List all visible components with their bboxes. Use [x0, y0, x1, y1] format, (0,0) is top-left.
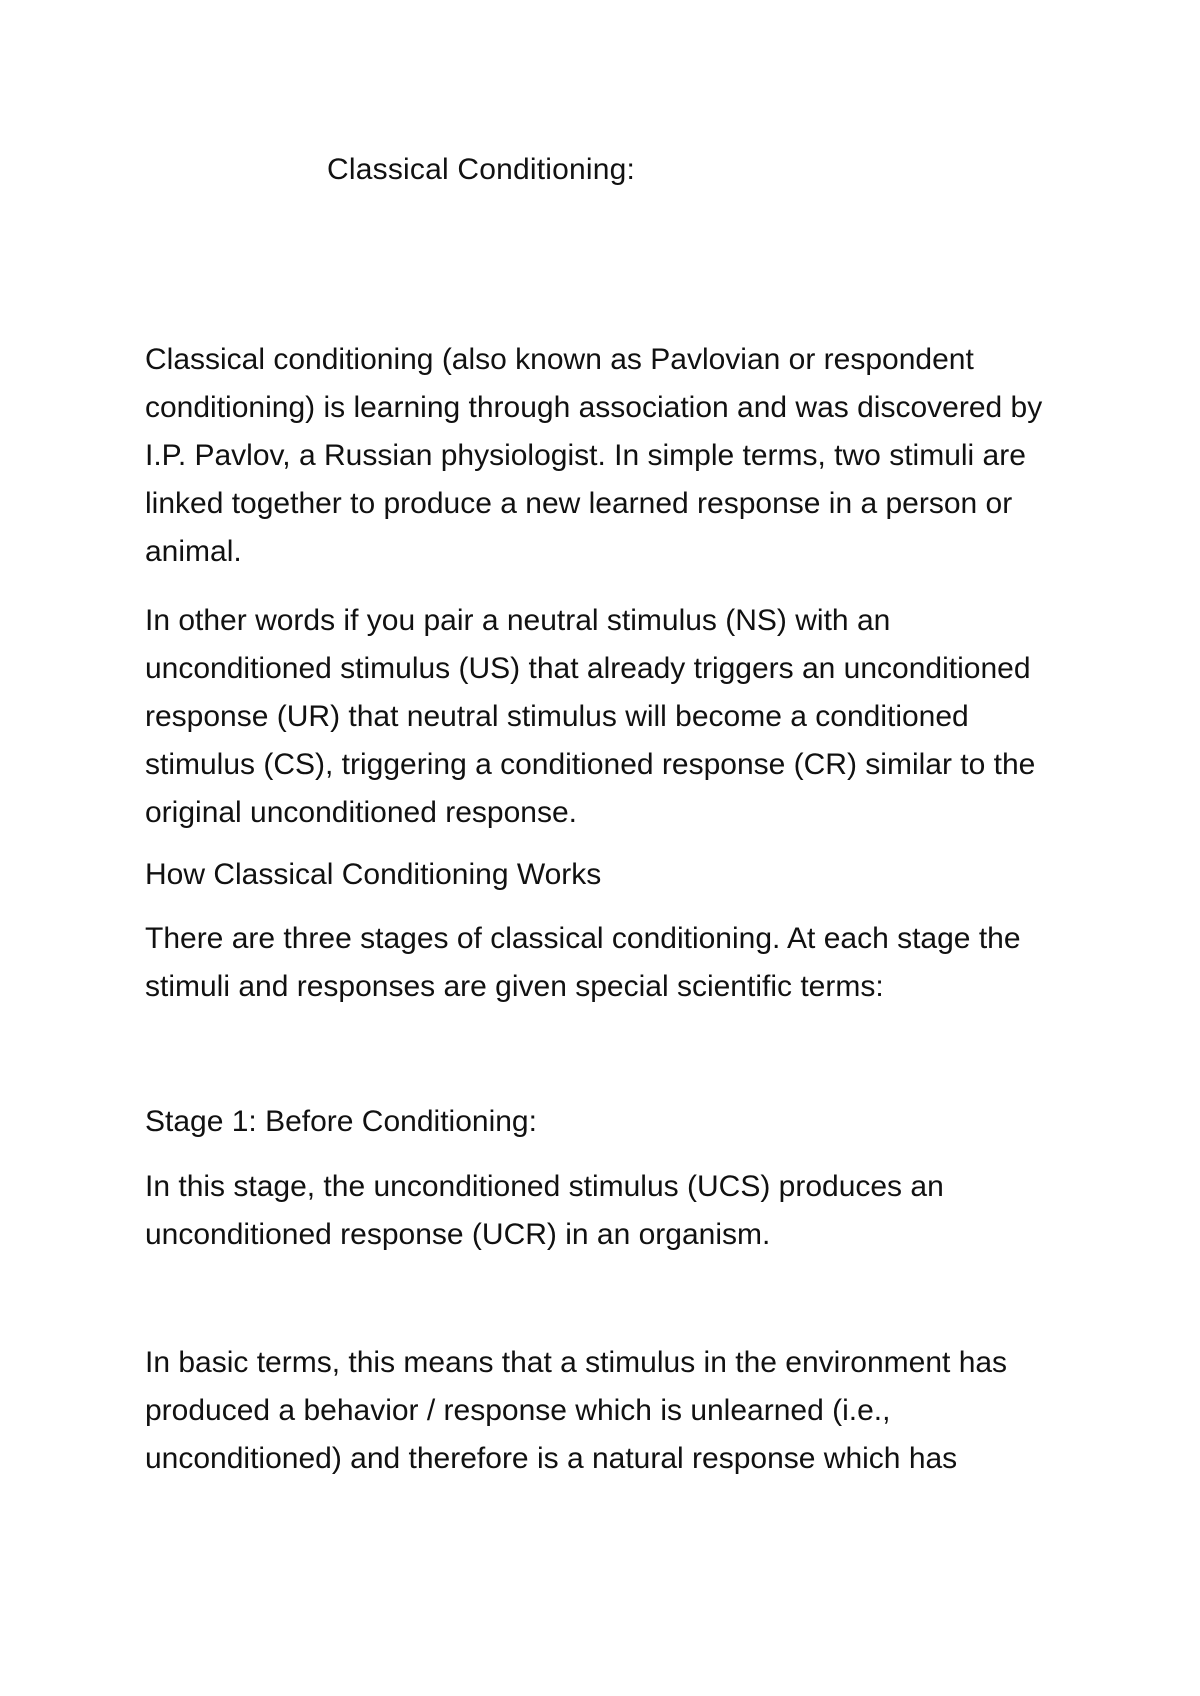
intro-paragraph: Classical conditioning (also known as Pavlovian or respondent conditioning) is learning through association and was discovered by I.P. Pavlov, a Russian physiologist. In simple terms, two stimuli are linked together to produce a new learned response in a person or animal.	[145, 343, 1043, 568]
stages-intro-paragraph: There are three stages of classical conditioning. At each stage the stimuli and responses are given special scientific terms:	[145, 922, 1021, 1003]
document-title: Classical Conditioning:	[327, 153, 636, 186]
basic-terms-paragraph: In basic terms, this means that a stimulus in the environment has produced a behavior / response which is unlearned (i.e., unconditioned) and therefore is a natural response which has	[145, 1346, 1008, 1475]
definition-paragraph: In other words if you pair a neutral stimulus (NS) with an unconditioned stimulus (US) that already triggers an unconditioned response (UR) that neutral stimulus will become a conditioned stimulus (CS), triggering a conditioned response (CR) similar to the original unconditioned response.	[145, 604, 1036, 829]
stage-1-description: In this stage, the unconditioned stimulus (UCS) produces an unconditioned response (UCR) in an organism.	[145, 1170, 944, 1251]
stage-1-heading: Stage 1: Before Conditioning:	[145, 1105, 537, 1138]
how-it-works-heading: How Classical Conditioning Works	[145, 858, 602, 891]
